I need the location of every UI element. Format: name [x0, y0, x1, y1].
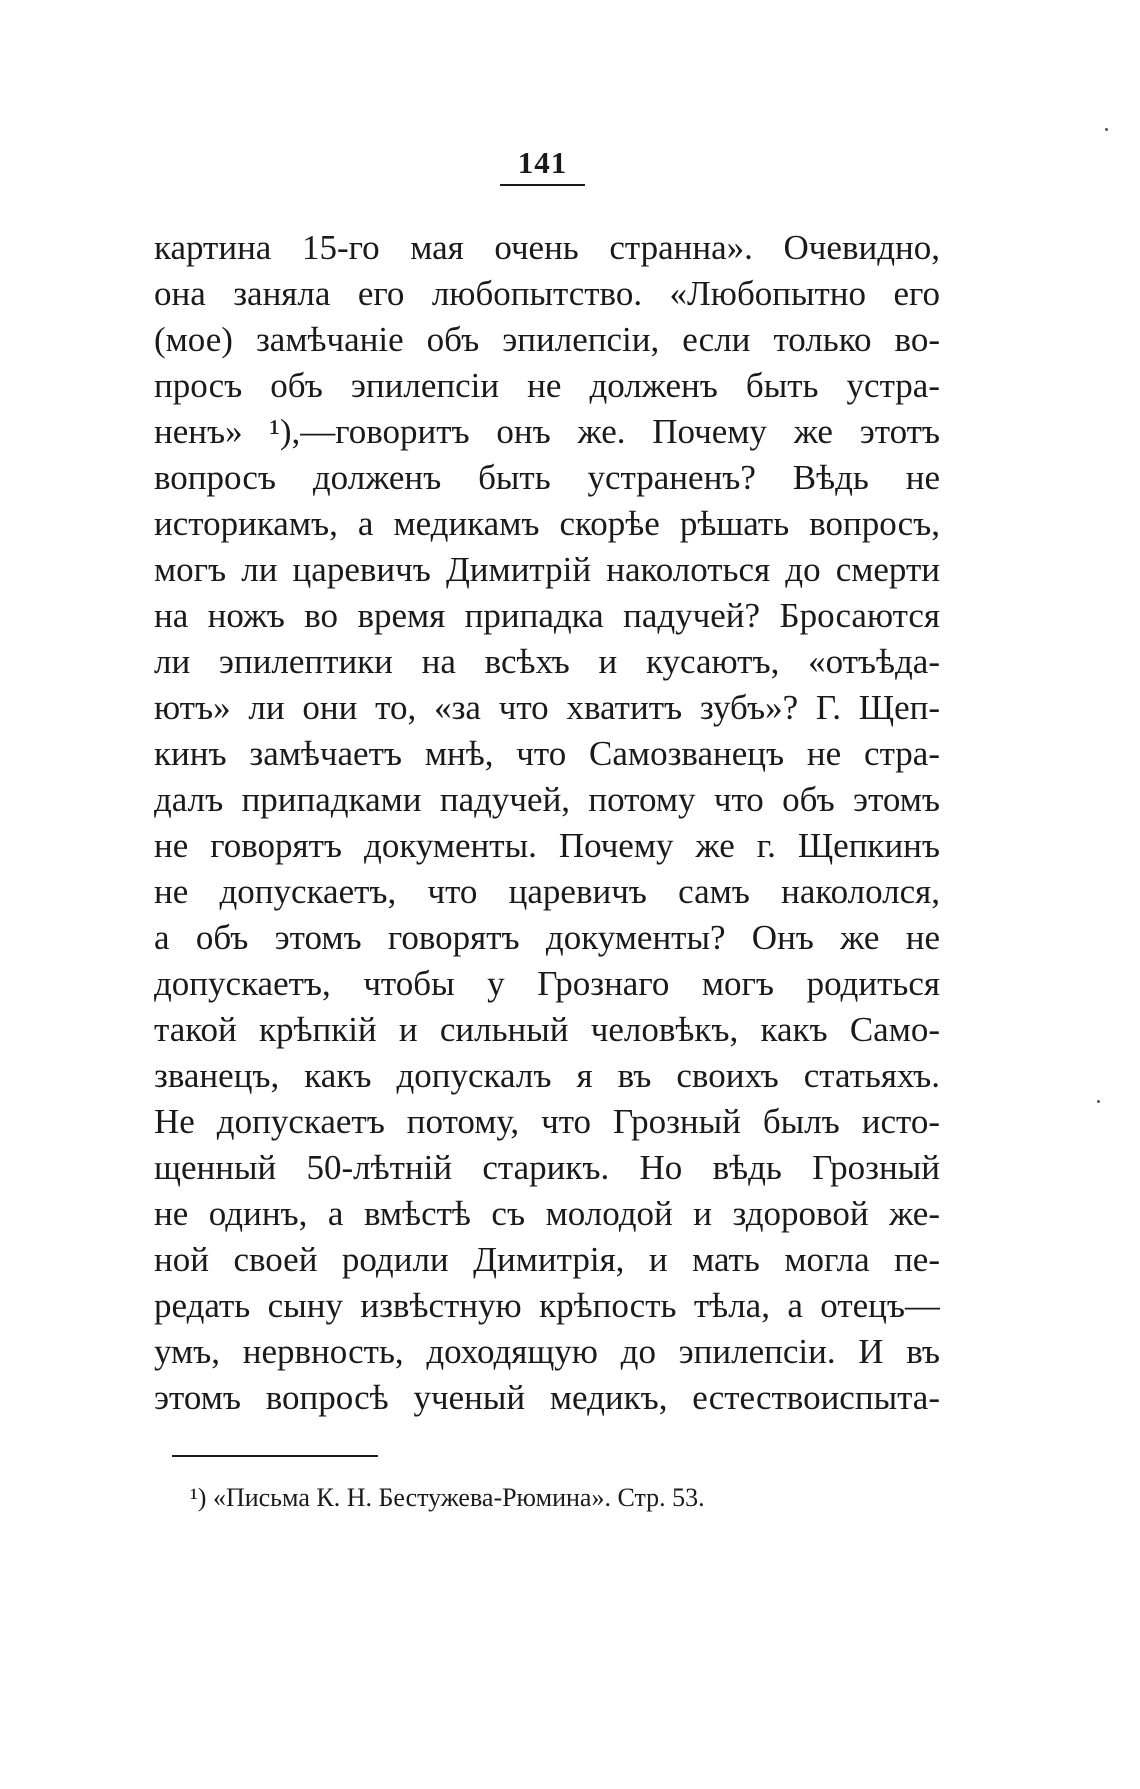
text-line: Не допускаетъ потому, что Грозный былъ исто- [154, 1102, 940, 1141]
footnote-marker: ¹) [190, 1483, 207, 1512]
footnote [190, 1480, 890, 1516]
text-line: она заняла его любопытство. «Любопытно его [154, 274, 940, 313]
text-line: ютъ» ли они то, «за что хватитъ зубъ»? Г. Щеп- [154, 688, 940, 727]
text-line: картина 15-го мая очень странна». Очевидно, [154, 228, 940, 267]
text-line: историкамъ, а медикамъ скорѣе рѣшать вопросъ, [154, 504, 940, 543]
paper-speck [1097, 1100, 1100, 1103]
text-line: могъ ли царевичъ Димитрій наколоться до смерти [154, 550, 940, 589]
footnote-text: «Письма К. Н. Бестужева-Рюмина». Стр. 53. [212, 1483, 705, 1512]
text-line: (мое) замѣчаніе объ эпилепсіи, если только во- [154, 320, 940, 359]
text-line: кинъ замѣчаетъ мнѣ, что Самозванецъ не стра- [154, 734, 940, 773]
footnote-rule [172, 1455, 378, 1457]
text-line: не одинъ, а вмѣстѣ съ молодой и здоровой же- [154, 1194, 940, 1233]
text-line: ной своей родили Димитрія, и мать могла пе- [154, 1240, 940, 1279]
text-line: просъ объ эпилепсіи не долженъ быть устра- [154, 366, 940, 405]
text-line: званецъ, какъ допускалъ я въ своихъ статьяхъ. [154, 1056, 940, 1095]
page-number: 141 [517, 145, 568, 180]
text-line: умъ, нервность, доходящую до эпилепсіи. И въ [154, 1332, 940, 1371]
text-line: такой крѣпкій и сильный человѣкъ, какъ Само- [154, 1010, 940, 1049]
text-line: редать сыну извѣстную крѣпость тѣла, а отецъ— [154, 1286, 940, 1325]
text-line: ненъ» ¹),—говоритъ онъ же. Почему же этотъ [154, 412, 940, 451]
body-text [154, 225, 940, 1421]
text-line: ли эпилептики на всѣхъ и кусаютъ, «отъѣда- [154, 642, 940, 681]
page-number-rule [500, 184, 585, 186]
text-line: на ножъ во время припадка падучей? Бросаются [154, 596, 940, 635]
text-line: не говорятъ документы. Почему же г. Щепкинъ [154, 826, 940, 865]
text-line: далъ припадками падучей, потому что объ этомъ [154, 780, 940, 819]
text-line: этомъ вопросѣ ученый медикъ, естествоиспыта- [154, 1378, 940, 1417]
text-line: вопросъ долженъ быть устраненъ? Вѣдь не [154, 458, 940, 497]
text-line: не допускаетъ, что царевичъ самъ накололся, [154, 872, 940, 911]
paper-speck [1105, 128, 1108, 131]
text-line: а объ этомъ говорятъ документы? Онъ же не [154, 918, 940, 957]
text-line: щенный 50-лѣтній старикъ. Но вѣдь Грозный [154, 1148, 940, 1187]
text-line: допускаетъ, чтобы у Грознаго могъ родиться [154, 964, 940, 1003]
